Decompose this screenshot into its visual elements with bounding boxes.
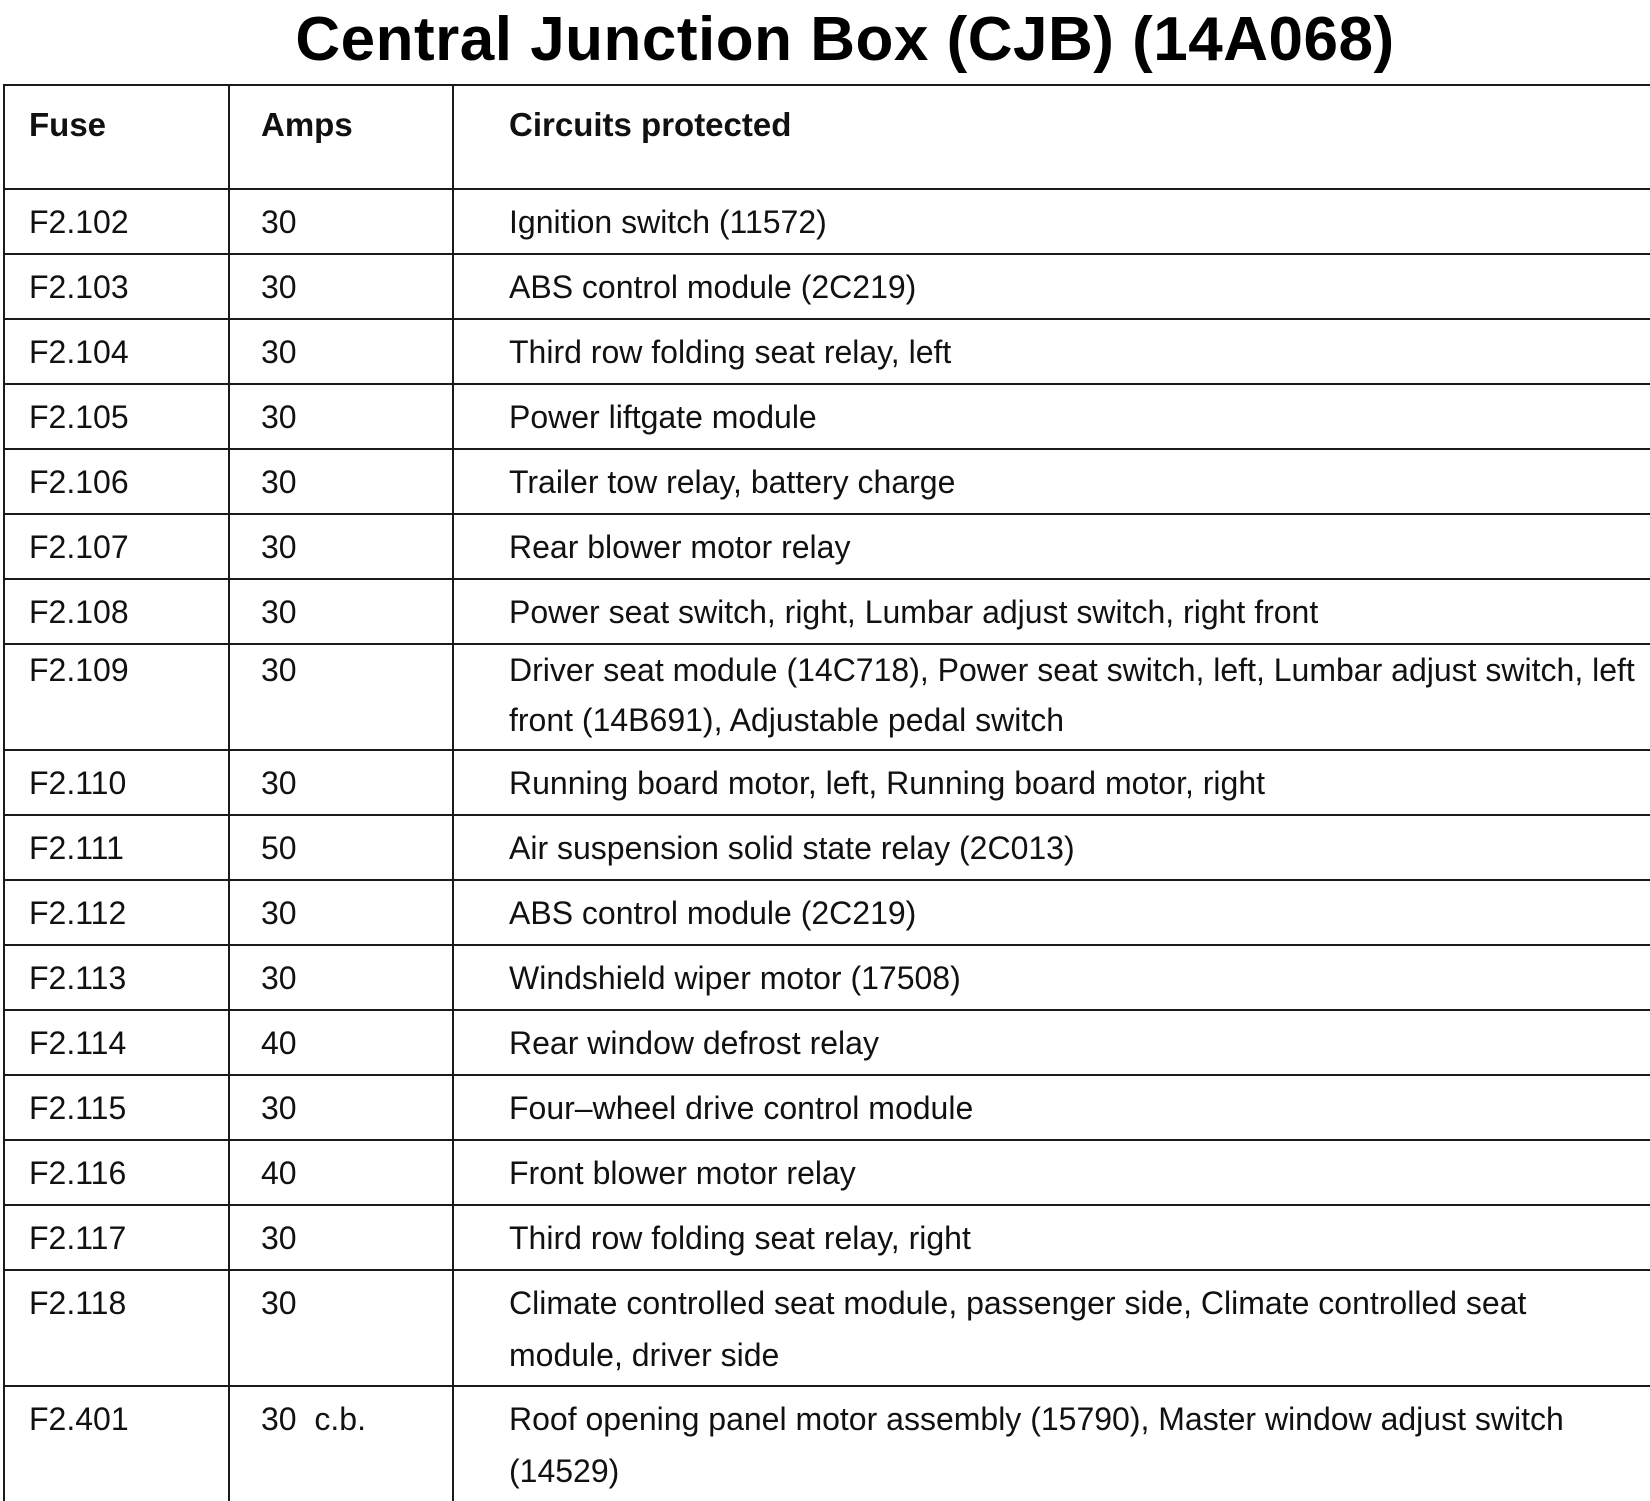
amps-cell: 30 bbox=[229, 945, 453, 1010]
header-circuits-protected: Circuits protected bbox=[453, 85, 1650, 189]
fuse-cell: F2.107 bbox=[4, 514, 229, 579]
amps-cell: 30 bbox=[229, 514, 453, 579]
table-row bbox=[4, 644, 1650, 750]
table-row bbox=[4, 1140, 1650, 1205]
table-row bbox=[4, 1205, 1650, 1270]
circuits-cell: Running board motor, left, Running board motor, right bbox=[453, 750, 1650, 815]
table-row bbox=[4, 1386, 1650, 1501]
circuits-cell: Climate controlled seat module, passenger side, Climate controlled seat module, driver side bbox=[453, 1270, 1650, 1386]
page-title: Central Junction Box (CJB) (14A068) bbox=[295, 5, 1395, 74]
fuse-cell: F2.103 bbox=[4, 254, 229, 319]
table-row bbox=[4, 1270, 1650, 1386]
circuits-cell: Front blower motor relay bbox=[453, 1140, 1650, 1205]
fuse-cell: F2.401 bbox=[4, 1386, 229, 1501]
amps-cell: 30 bbox=[229, 1270, 453, 1386]
circuits-cell: Four–wheel drive control module bbox=[453, 1075, 1650, 1140]
table-row bbox=[4, 579, 1650, 644]
table-row bbox=[4, 1010, 1650, 1075]
table-row bbox=[4, 880, 1650, 945]
fuse-cell: F2.118 bbox=[4, 1270, 229, 1386]
header-row bbox=[4, 85, 1650, 189]
fuse-cell: F2.106 bbox=[4, 449, 229, 514]
amps-cell: 50 bbox=[229, 815, 453, 880]
table-row bbox=[4, 1075, 1650, 1140]
fuse-cell: F2.111 bbox=[4, 815, 229, 880]
table-row bbox=[4, 449, 1650, 514]
table-row bbox=[4, 189, 1650, 254]
table-body bbox=[4, 189, 1650, 1501]
circuits-cell: Power seat switch, right, Lumbar adjust switch, right front bbox=[453, 579, 1650, 644]
fuse-cell: F2.109 bbox=[4, 644, 229, 750]
circuits-cell: Air suspension solid state relay (2C013) bbox=[453, 815, 1650, 880]
fuse-table bbox=[3, 84, 1650, 1501]
circuits-cell: Roof opening panel motor assembly (15790), Master window adjust switch (14529) bbox=[453, 1386, 1650, 1501]
table-row bbox=[4, 319, 1650, 384]
table-row bbox=[4, 750, 1650, 815]
fuse-cell: F2.117 bbox=[4, 1205, 229, 1270]
circuits-cell: ABS control module (2C219) bbox=[453, 880, 1650, 945]
table-row bbox=[4, 514, 1650, 579]
fuse-cell: F2.114 bbox=[4, 1010, 229, 1075]
amps-cell: 30 bbox=[229, 319, 453, 384]
amps-cell: 30 c.b. bbox=[229, 1386, 453, 1501]
amps-cell: 30 bbox=[229, 384, 453, 449]
circuits-cell: Rear blower motor relay bbox=[453, 514, 1650, 579]
fuse-cell: F2.108 bbox=[4, 579, 229, 644]
fuse-cell: F2.104 bbox=[4, 319, 229, 384]
amps-cell: 30 bbox=[229, 579, 453, 644]
circuits-cell: Third row folding seat relay, right bbox=[453, 1205, 1650, 1270]
amps-cell: 30 bbox=[229, 880, 453, 945]
circuits-cell: Trailer tow relay, battery charge bbox=[453, 449, 1650, 514]
amps-cell: 30 bbox=[229, 449, 453, 514]
circuits-cell: Rear window defrost relay bbox=[453, 1010, 1650, 1075]
circuits-cell: Driver seat module (14C718), Power seat switch, left, Lumbar adjust switch, left front (14B691), Adjustable pedal switch bbox=[453, 644, 1650, 750]
amps-cell: 30 bbox=[229, 1075, 453, 1140]
amps-cell: 30 bbox=[229, 254, 453, 319]
table-header bbox=[4, 85, 1650, 189]
amps-cell: 30 bbox=[229, 1205, 453, 1270]
amps-cell: 30 bbox=[229, 750, 453, 815]
fuse-cell: F2.105 bbox=[4, 384, 229, 449]
table-row bbox=[4, 254, 1650, 319]
circuits-cell: Third row folding seat relay, left bbox=[453, 319, 1650, 384]
header-amps: Amps bbox=[229, 85, 453, 189]
table-row bbox=[4, 384, 1650, 449]
amps-cell: 40 bbox=[229, 1140, 453, 1205]
fuse-cell: F2.110 bbox=[4, 750, 229, 815]
circuits-cell: Windshield wiper motor (17508) bbox=[453, 945, 1650, 1010]
circuits-cell: Power liftgate module bbox=[453, 384, 1650, 449]
table-row bbox=[4, 815, 1650, 880]
amps-cell: 30 bbox=[229, 189, 453, 254]
table-row bbox=[4, 945, 1650, 1010]
fuse-cell: F2.113 bbox=[4, 945, 229, 1010]
header-fuse: Fuse bbox=[4, 85, 229, 189]
circuits-cell: ABS control module (2C219) bbox=[453, 254, 1650, 319]
fuse-cell: F2.102 bbox=[4, 189, 229, 254]
fuse-cell: F2.115 bbox=[4, 1075, 229, 1140]
amps-cell: 40 bbox=[229, 1010, 453, 1075]
fuse-cell: F2.116 bbox=[4, 1140, 229, 1205]
amps-cell: 30 bbox=[229, 644, 453, 750]
fuse-cell: F2.112 bbox=[4, 880, 229, 945]
circuits-cell: Ignition switch (11572) bbox=[453, 189, 1650, 254]
